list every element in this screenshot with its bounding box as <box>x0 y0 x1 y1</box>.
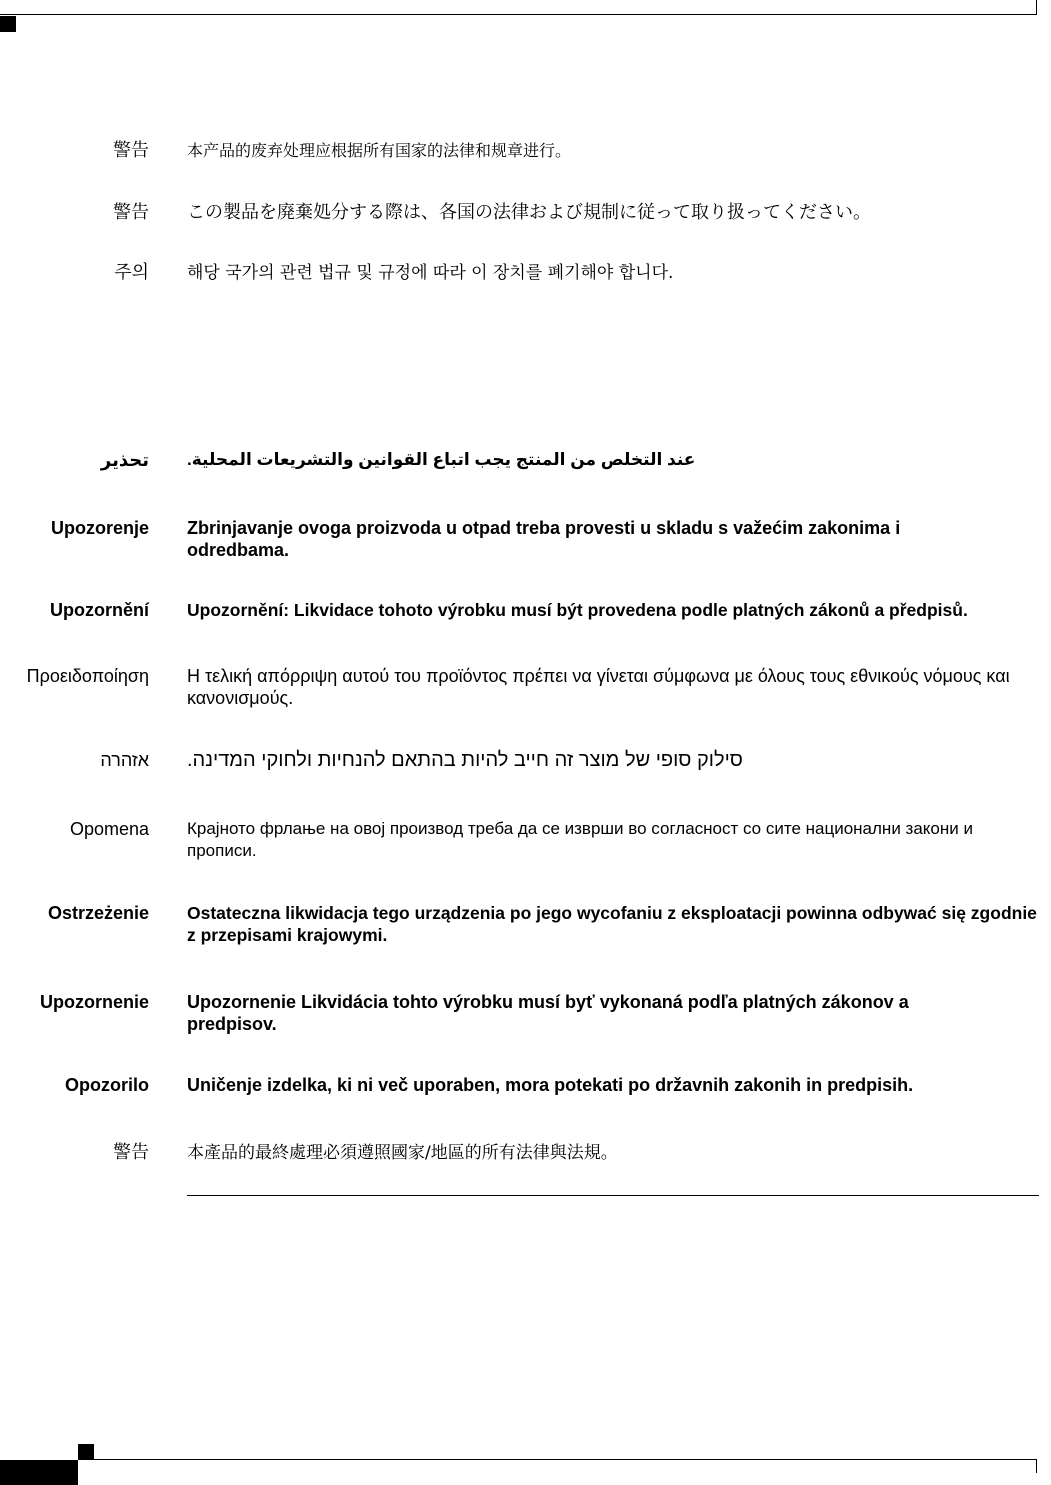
warning-label: אזהרה <box>100 750 149 770</box>
warning-label: Upozornění <box>50 600 149 620</box>
warning-label: Opomena <box>69 819 149 839</box>
warning-label: Ostrzeżenie <box>47 903 149 923</box>
warning-text: סילוק סופי של מוצר זה חייב להיות בהתאם להנחיות ולחוקי המדינה. <box>187 749 743 771</box>
warning-text: 本產品的最終處理必須遵照國家/地區的所有法律與法規。 <box>187 1143 618 1163</box>
footer-tick <box>1036 1459 1037 1473</box>
warning-text: Upozornenie Likvidácia tohto výrobku musí byť vykonaná podľa platných zákonov a predpisov. <box>187 992 909 1034</box>
header-rule <box>0 0 1037 15</box>
warning-label: Προειδοποίηση <box>26 666 149 686</box>
warning-text: عند التخلص من المنتج يجب اتباع القوانين والتشريعات المحلية. <box>187 450 696 469</box>
warning-text: Uničenje izdelka, ki ni več uporaben, mora potekati po državnih zakonih in predpisih. <box>187 1075 914 1095</box>
warning-label: 警告 <box>113 140 149 161</box>
warning-text: Ostateczna likwidacja tego urządzenia po jego wycofaniu z eksploatacji powinna odbywać się zgodnie z przepisami krajowymi. <box>187 903 1037 945</box>
warning-label: Upozornenie <box>39 992 149 1012</box>
header-marker <box>0 16 16 32</box>
warning-label: 警告 <box>113 1142 149 1163</box>
warning-text: Крајното фрлање на овој производ треба да се изврши во согласност со сите национални закони и прописи. <box>187 819 973 860</box>
footer-rule <box>78 1459 1036 1460</box>
warning-text: 本产品的废弃处理应根据所有国家的法律和规章进行。 <box>187 141 572 160</box>
warning-label: 警告 <box>113 202 149 223</box>
warning-text: 해당 국가의 관련 법규 및 규정에 따라 이 장치를 폐기해야 합니다. <box>187 263 674 283</box>
warning-text: Upozornění: Likvidace tohoto výrobku musí být provedena podle platných zákonů a předpisů. <box>187 600 968 620</box>
footer-tab <box>0 1460 78 1485</box>
warning-label: Opozorilo <box>65 1075 149 1095</box>
warning-text: この製品を廃棄処分する際は、各国の法律および規制に従って取り扱ってください。 <box>187 202 871 223</box>
warning-label: Upozorenje <box>50 518 149 538</box>
warning-label: تحذير <box>100 450 149 470</box>
footer-marker <box>78 1444 94 1459</box>
warning-label: 주의 <box>114 262 149 283</box>
warning-text: Η τελική απόρριψη αυτού του προϊόντος πρέπει να γίνεται σύμφωνα με όλους τους εθνικούς νόμους και κανονισμούς. <box>187 666 1010 708</box>
section-end-rule <box>187 1195 1039 1196</box>
warning-text: Zbrinjavanje ovoga proizvoda u otpad treba provesti u skladu s važećim zakonima i odredbama. <box>187 518 901 560</box>
